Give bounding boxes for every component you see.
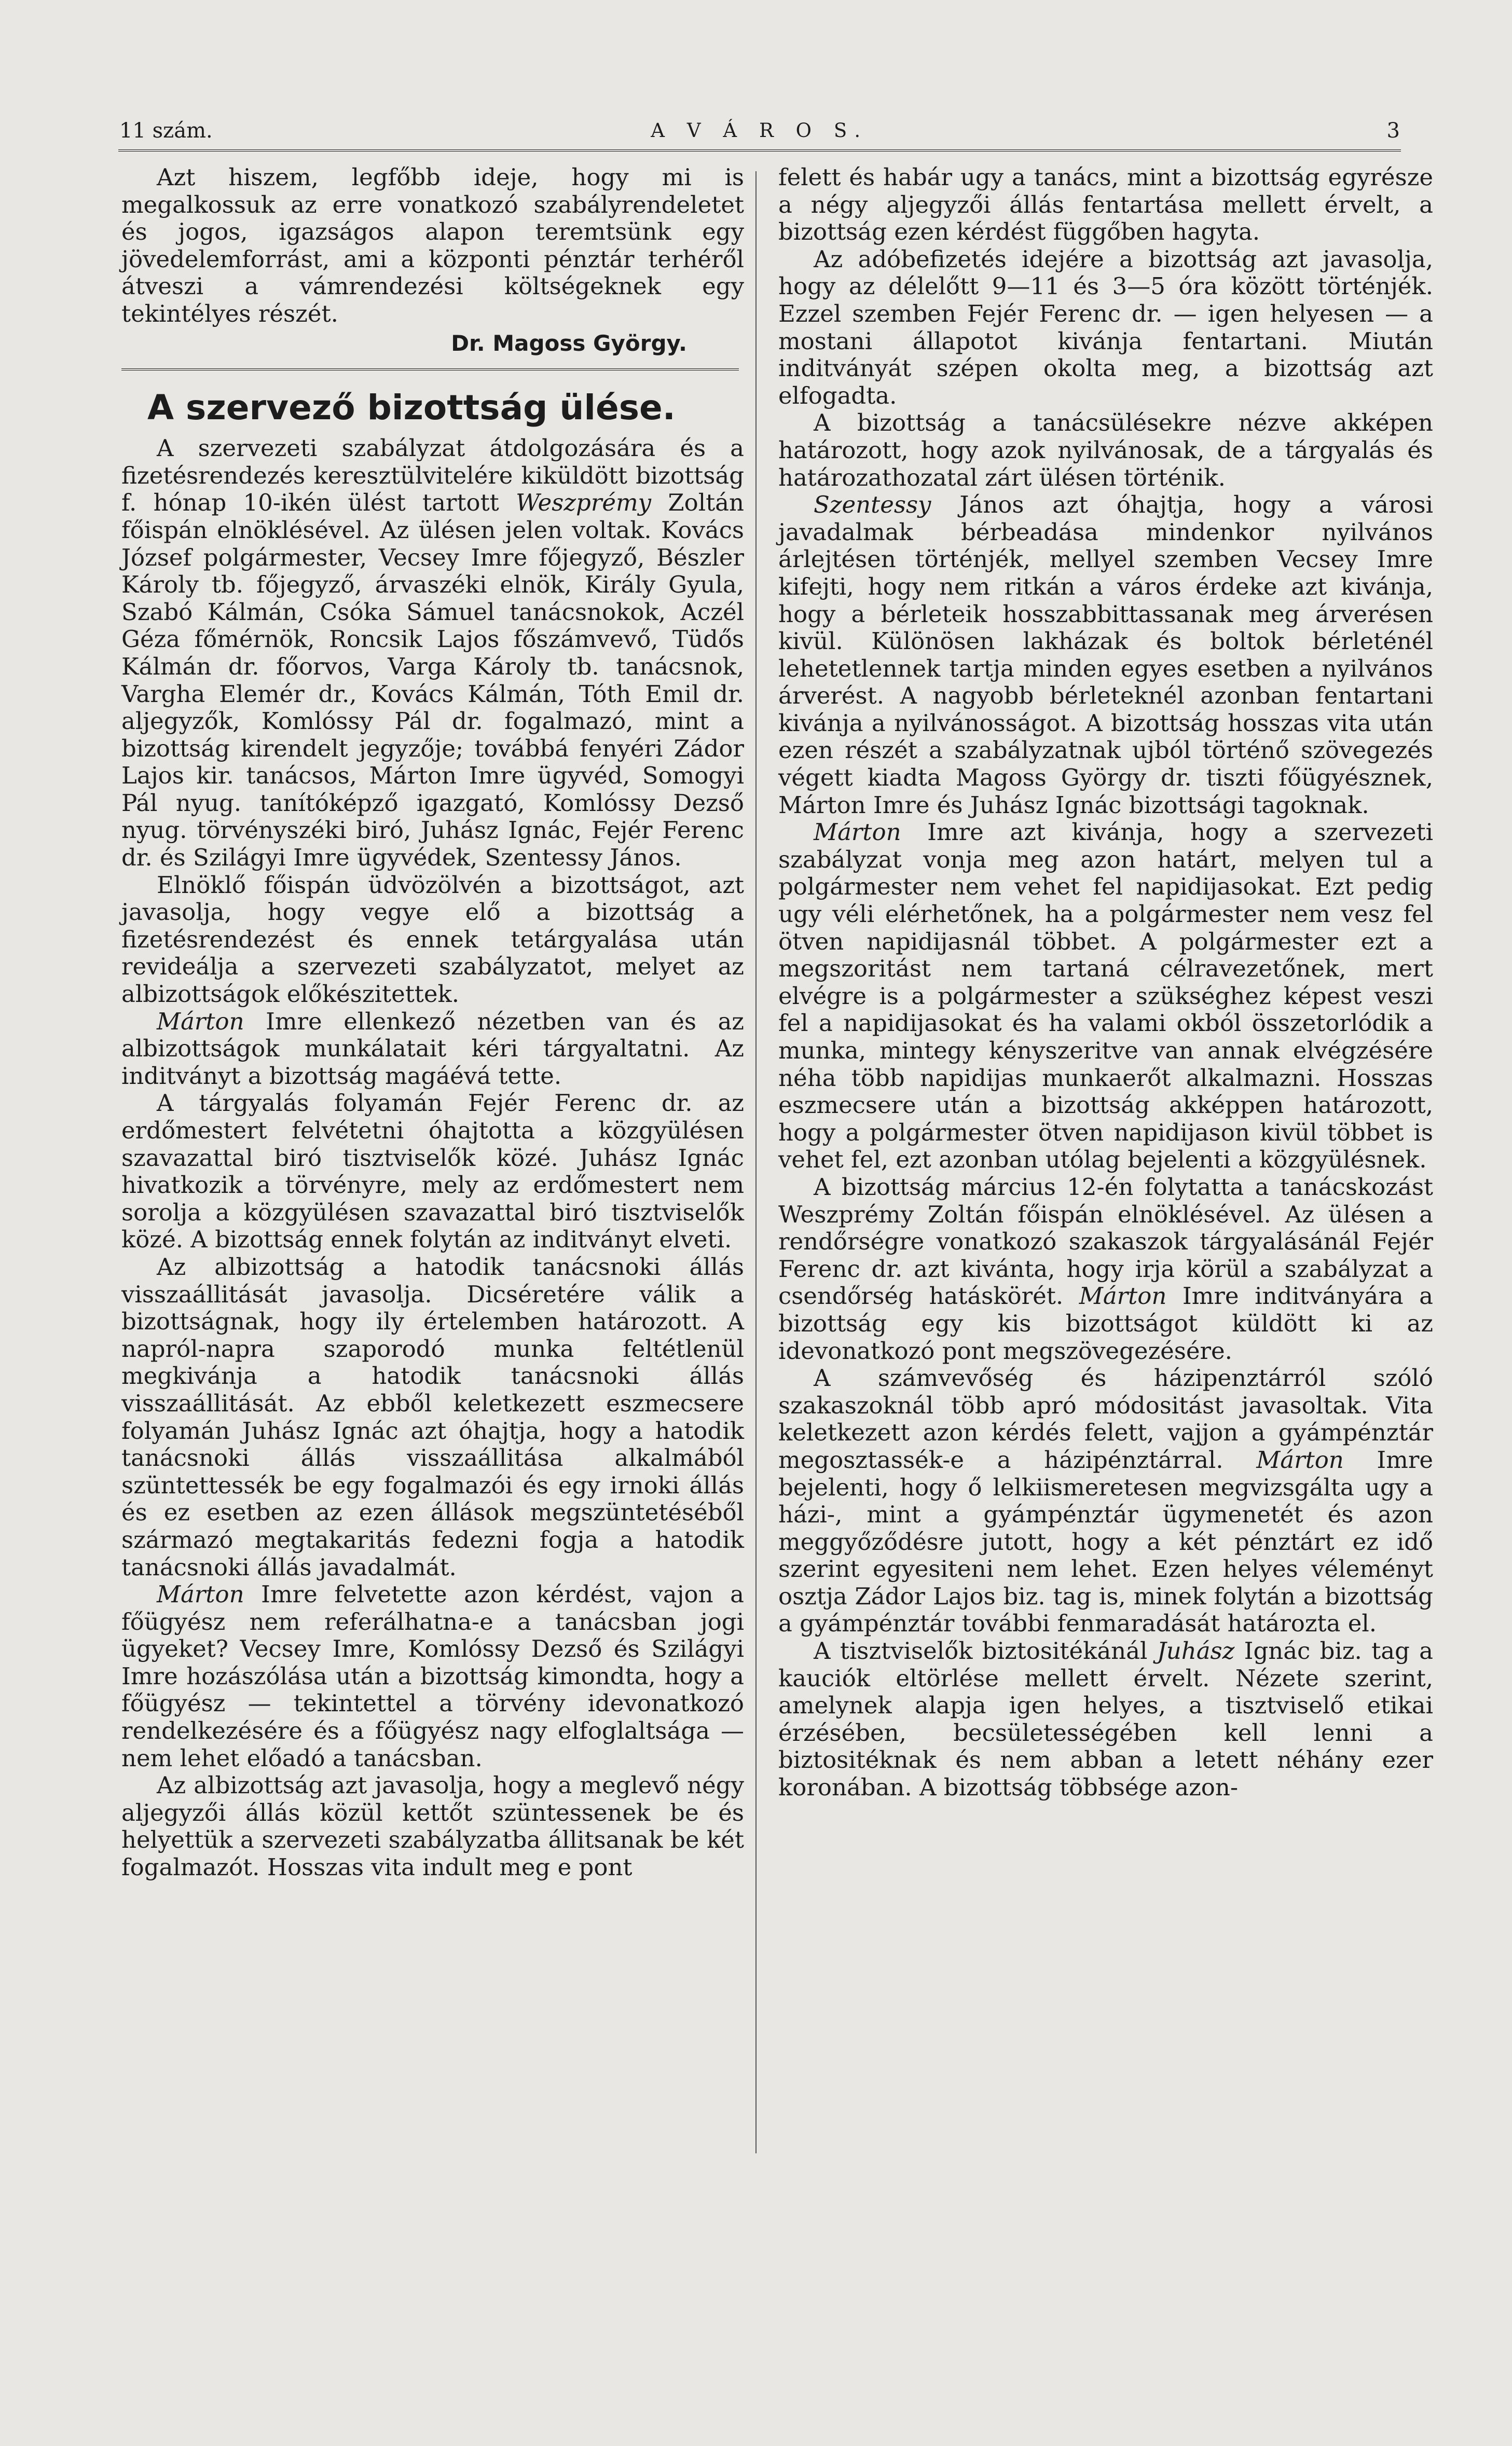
- intro-paragraph: Azt hiszem, legfőbb ideje, hogy mi is megalkossuk az erre vonatkozó szabályrendeletet és jogos, igazságos alapon teremtsünk egy jövedelemforrást, ami a központi pénztár terhéről átveszi a vámrendezési költségeknek egy tekintélyes részét.: [121, 163, 744, 327]
- right-column: [778, 164, 1433, 1802]
- article-paragraph: Az albizottság azt javasolja, hogy a meglevő négy aljegyzői állás közül kettőt szüntessenek be és helyettük a szervezeti szabályzatba állitsanak be két fogalmazót. Hosszas vita indult meg e pont: [121, 1771, 744, 1881]
- article-paragraph: A tárgyalás folyamán Fejér Ferenc dr. az erdőmestert felvétetni óhajtotta a közgyülésen szavazattal biró tisztviselők közé. Juhász Ignác hivatkozik a törvényre, mely az erdőmestert nem sorolja a közgyülésen szavazattal biró tisztviselők közé. A bizottság ennek folytán az inditványt elveti.: [121, 1089, 744, 1254]
- article-paragraph: felett és habár ugy a tanács, mint a bizottság egyrésze a négy aljegyzői állás fentartása mellett érvelt, a bizottság ezen kérdést függőben hagyta.: [778, 163, 1433, 246]
- person-name: Szentessy: [814, 491, 931, 519]
- left-column: [121, 164, 744, 1881]
- article-paragraph: Szentessy János azt óhajtja, hogy a városi javadalmak bérbeadása mindenkor nyilvános árlejtésen történjék, mellyel szemben Vecsey Imre kifejti, hogy nem ritkán a város érdeke azt kivánja, hogy a bérleteik hosszabbittassanak meg árverésen kivül. Különösen lakházak és boltok bérleténél lehetetlennek tartja minden egyes esetben a nyilvános árverést. A nagyobb bérleteknél azonban fentartani kivánja a nyilvánosságot. A bizottság hosszas vita után ezen részét a szabályzatnak ujból történő szövegezés végett kiadta Magoss György dr. tiszti főügyésznek, Márton Imre és Juhász Ignác bizottsági tagoknak.: [778, 491, 1433, 819]
- article-paragraph: Elnöklő főispán üdvözölvén a bizottságot, azt javasolja, hogy vegye elő a bizottság a fizetésrendezést és ennek tetárgyalása után revideálja a szervezeti szabályzatot, melyet az albizottságok előkészitettek.: [121, 871, 744, 1008]
- running-header: [119, 116, 1400, 145]
- person-name: Márton: [1256, 1446, 1344, 1474]
- column-divider: [755, 171, 757, 2153]
- section-divider: [121, 368, 739, 374]
- publication-title: A V Á R O S.: [651, 119, 869, 142]
- person-name: Márton: [1079, 1282, 1167, 1310]
- article-paragraph: Az adóbefizetés idejére a bizottság azt javasolja, hogy az délelőtt 9—11 és 3—5 óra között történjék. Ezzel szemben Fejér Ferenc dr. — igen helyesen — a mostani állapotot kivánja fentartani. Miután inditványát szépen okolta meg, a bizottság azt elfogadta.: [778, 245, 1433, 409]
- article-paragraph: A szervezeti szabályzat átdolgozására és a fizetésrendezés keresztülvitelére kiküldött bizottság f. hónap 10-ikén ülést tartott Weszprémy Zoltán főispán elnöklésével. Az ülésen jelen voltak. Kovács József polgármester, Vecsey Imre főjegyző, Bészler Károly tb. főjegyző, árvaszéki elnök, Király Gyula, Szabó Kálmán, Csóka Sámuel tanácsnokok, Aczél Géza főmérnök, Roncsik Lajos főszámvevő, Tüdős Kálmán dr. főorvos, Varga Károly tb. tanácsnok, Vargha Elemér dr., Kovács Kálmán, Tóth Emil dr. aljegyzők, Komlóssy Pál dr. fogalmazó, mint a bizottság kirendelt jegyzője; továbbá fenyéri Zádor Lajos kir. tanácsos, Márton Imre ügyvéd, Somogyi Pál nyug. tanítóképző igazgató, Komlóssy Dezső nyug. törvényszéki biró, Juhász Ignác, Fejér Ferenc dr. és Szilágyi Imre ügyvédek, Szentessy János.: [121, 434, 744, 872]
- article-paragraph: A bizottság március 12-én folytatta a tanácskozást Weszprémy Zoltán főispán elnöklésével. Az ülésen a rendőrségre vonatkozó szakaszok tárgyalásánál Fejér Ferenc dr. azt kivánta, hogy irja körül a szabályzat a csendőrség hatáskörét. Márton Imre inditványára a bizottság egy kis bizottságot küldött ki az idevonatkozó pont megszövegezésére.: [778, 1173, 1434, 1365]
- article-heading: A szervező bizottság ülése.: [147, 388, 676, 428]
- issue-number: 11 szám.: [119, 119, 213, 143]
- article-paragraph: A számvevőség és házipenztárról szóló szakaszoknál több apró módositást javasoltak. Vita keletkezett azon kérdés felett, vajjon a gyámpénztár megosztassék-e a házipénztárral. Márton Imre bejelenti, hogy ő lelkiismeretesen megvizsgálta ugy a házi-, mint a gyámpénztár ügymenetét és azon meggyőződésre jutott, hogy a két pénztárt ez idő szerint egyesiteni nem lehet. Ezen helyes véleményt osztja Zádor Lajos biz. tag is, minek folytán a bizottság a gyámpénztár további fenmaradását határozta el.: [778, 1364, 1433, 1638]
- article-paragraph: Márton Imre ellenkező nézetben van és az albizottságok munkálatait kéri tárgyaltatni. Az inditványt a bizottság magáévá tette.: [121, 1007, 744, 1090]
- header-rule: [118, 149, 1401, 154]
- article-paragraph: Márton Imre felvetette azon kérdést, vajon a főügyész nem referálhatna-e a tanácsban jogi ügyeket? Vecsey Imre, Komlóssy Dezső és Szilágyi Imre hozászólása után a bizottság kimondta, hogy a főügyész — tekintettel a törvény idevonatkozó rendelkezésére és a főügyész nagy elfoglaltsága — nem lehet előadó a tanácsban.: [121, 1581, 744, 1772]
- author-byline: Dr. Magoss György.: [451, 330, 687, 356]
- page-number: 3: [1386, 119, 1400, 143]
- article-paragraph: A bizottság a tanácsülésekre nézve akképen határozott, hogy azok nyilvánosak, de a tárgyalás és határozathozatal zárt ülésen történik.: [778, 409, 1433, 491]
- person-name: Juhász: [1157, 1637, 1235, 1665]
- person-name: Márton: [157, 1007, 244, 1035]
- article-paragraph: Márton Imre azt kivánja, hogy a szervezeti szabályzat vonja meg azon határt, melyen tul a polgármester nem vehet fel napidijasokat. Ezt pedig ugy véli elérhetőnek, ha a polgármester nem vesz fel ötven napidijasnál többet. A polgármester ezt a megszoritást nem tartaná célravezetőnek, mert elvégre is a polgármester a szükséghez képest veszi fel a napidijasokat és ha valami okból összetorlódik a munka, mintegy kényszeritve van annak elvégzésére néha több napidijas munkaerőt alkalmazni. Hosszas eszmecsere után a bizottság akképpen határozott, hogy a polgármester ötven napidijason kivül többet is vehet fel, ezt azonban utólag bejelenti a közgyülésnek.: [778, 818, 1433, 1174]
- person-name: Márton: [157, 1581, 244, 1609]
- article-paragraph: Az albizottság a hatodik tanácsnoki állás visszaállitását javasolja. Dicséretére válik a bizottságnak, hogy ily értelemben határozott. A napról-napra szaporodó munka feltétlenül megkivánja a hatodik tanácsnoki állás visszaállitását. Az ebből keletkezett eszmecsere folyamán Juhász Ignác azt óhajtja, hogy a hatodik tanácsnoki állás visszaállitása alkalmából szüntettessék be egy fogalmazói és egy irnoki állás és ez esetben az ezen állások megszüntetéséből származó megtakaritás fedezni fogja a hatodik tanácsnoki állás javadalmát.: [121, 1253, 744, 1581]
- person-name: Márton: [814, 818, 901, 846]
- article-paragraph: A tisztviselők biztositékánál Juhász Ignác biz. tag a kauciók eltörlése mellett érvelt. Nézete szerint, amelynek alapja igen helyes, a tisztviselő etikai érzésében, becsületességében kell lenni a biztositéknak és nem abban a letett néhány ezer koronában. A bizottság többsége azon-: [778, 1637, 1433, 1802]
- person-name: Weszprémy: [516, 489, 652, 517]
